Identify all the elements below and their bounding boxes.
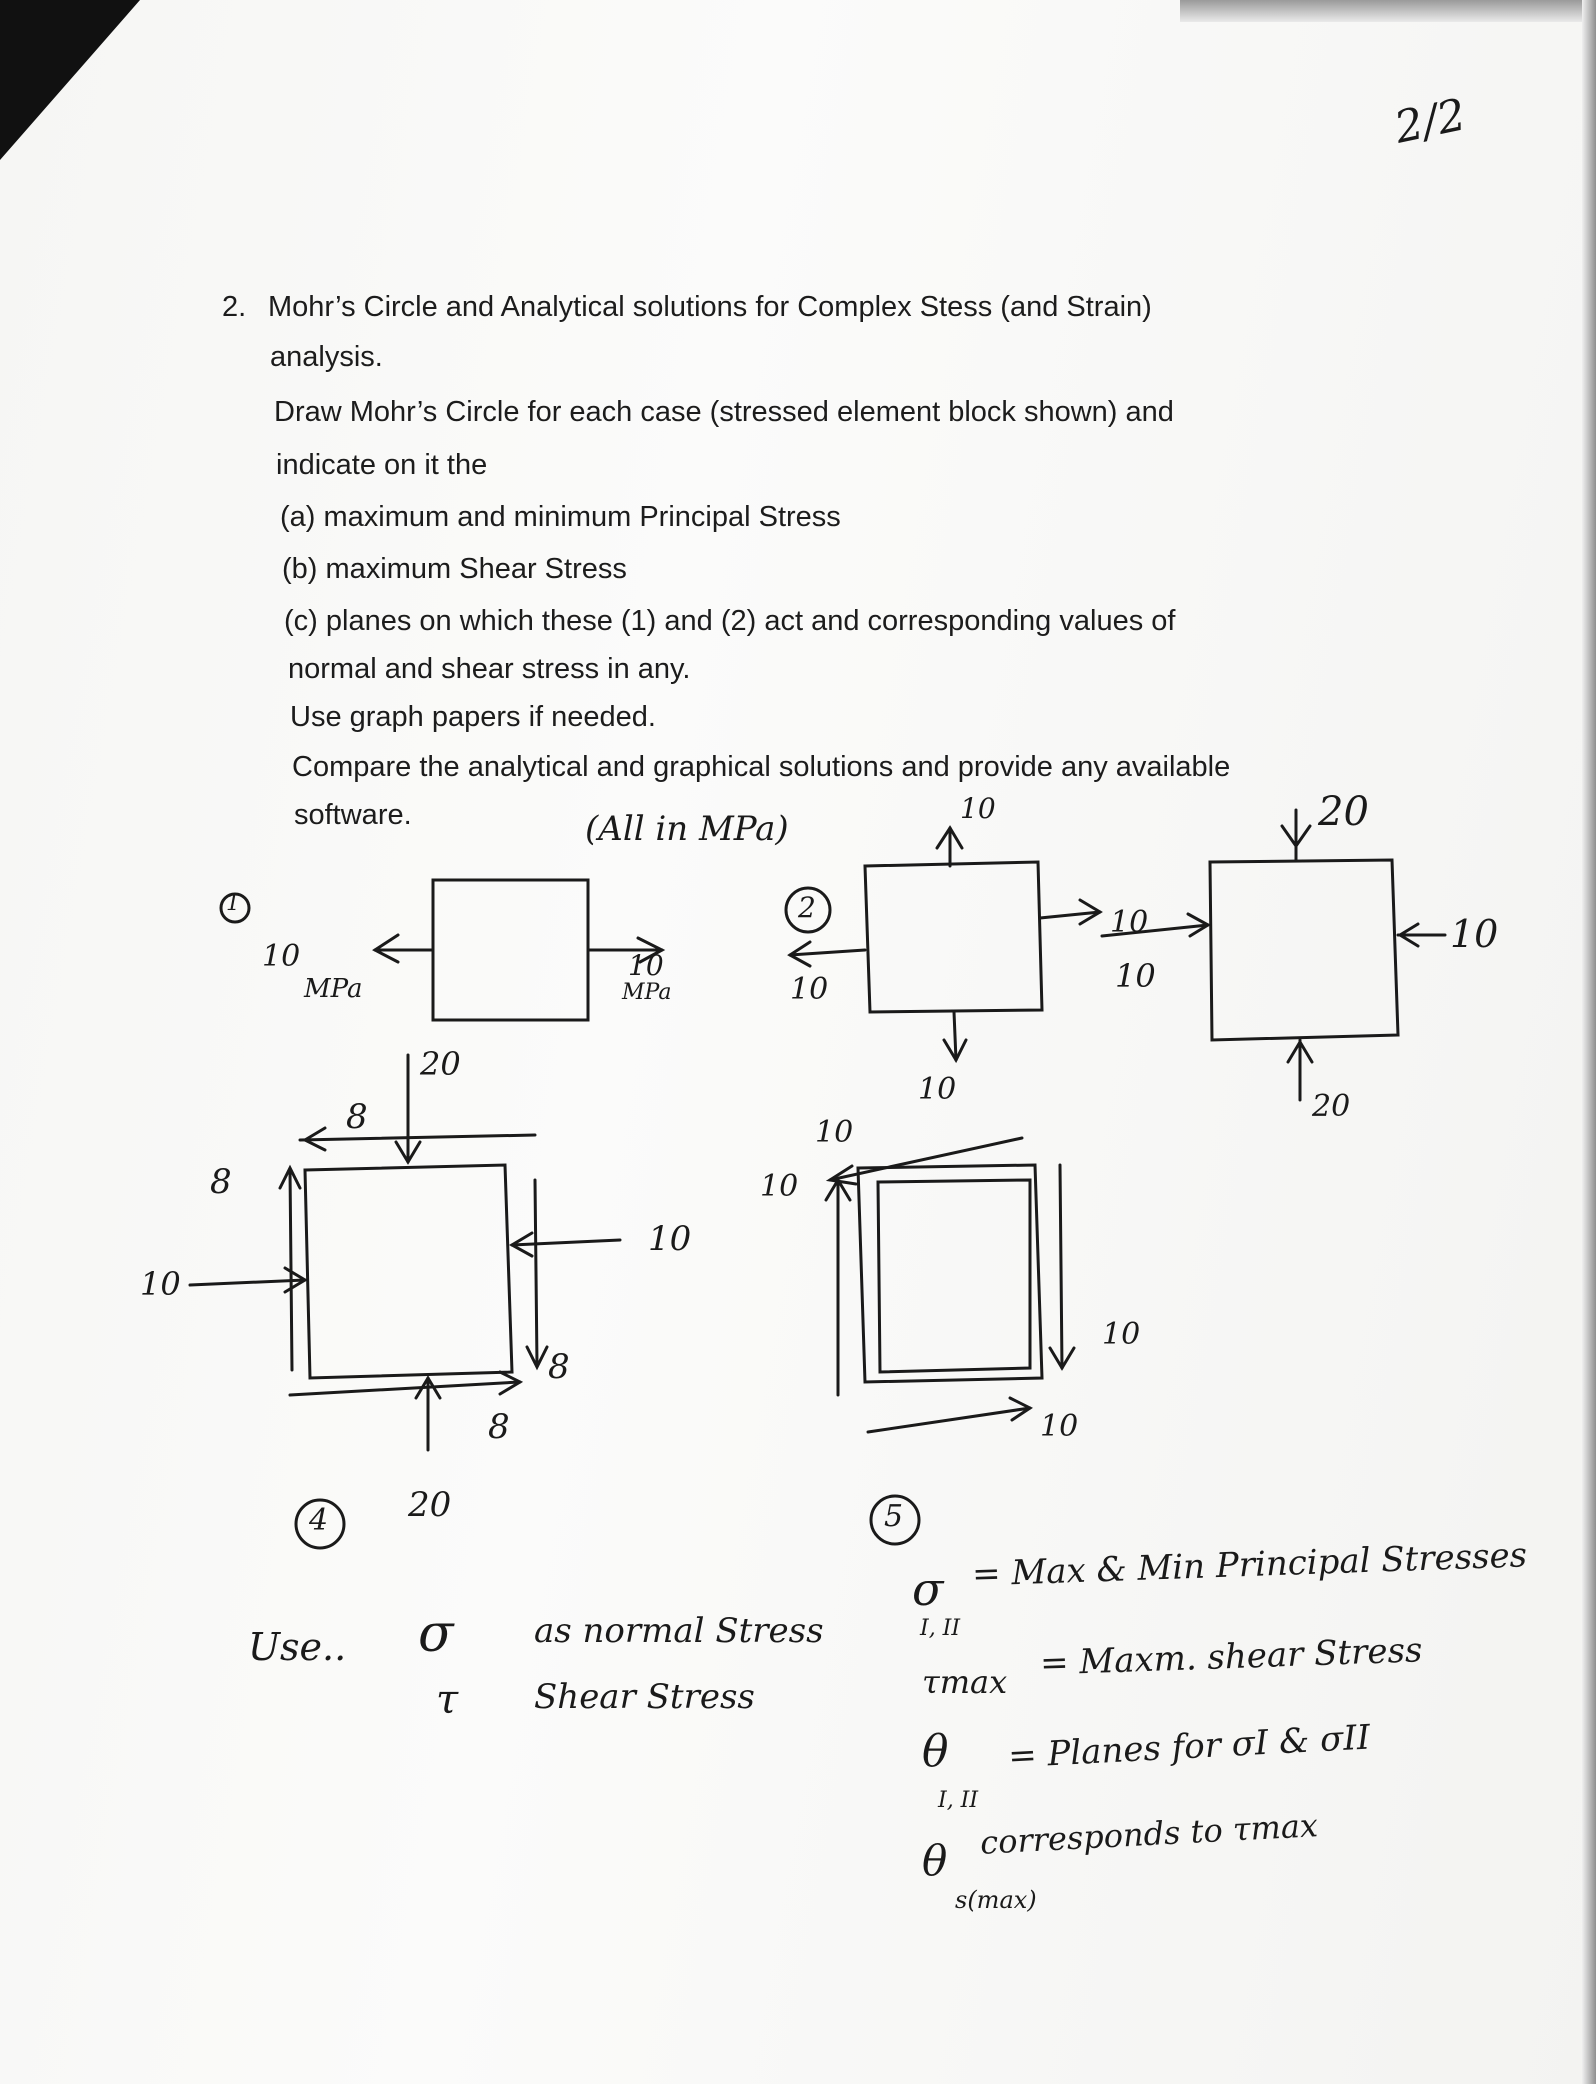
- theta-subscript: I, II: [938, 1788, 979, 1813]
- theta-s-description: corresponds to τmax: [979, 1806, 1319, 1862]
- tau-description: Shear Stress: [534, 1677, 755, 1717]
- case4-top-shear-value: 8: [346, 1097, 368, 1137]
- case5-marker: 5: [884, 1499, 904, 1534]
- units-note: (All in MPa): [585, 809, 789, 849]
- case3-element: [1210, 860, 1398, 1040]
- case5-inner-outline: [878, 1180, 1030, 1372]
- question-line-2: analysis.: [270, 341, 383, 373]
- case5-top-shear-value: 10: [815, 1115, 854, 1150]
- question-line-4: indicate on it the: [276, 449, 488, 481]
- case4-left-shear-value: 8: [210, 1162, 232, 1202]
- case2-left-arrow-line: [790, 950, 865, 955]
- theta-s-symbol: θ: [922, 1836, 948, 1885]
- tau-max-symbol: τmax: [922, 1663, 1008, 1701]
- case5-element: [858, 1165, 1042, 1382]
- question-line-8: normal and shear stress in any.: [288, 653, 691, 685]
- case5-bottom-shear-value: 10: [1040, 1409, 1079, 1444]
- case2-right-value: 10: [1110, 905, 1149, 940]
- question-item-b: (b) maximum Shear Stress: [282, 553, 627, 585]
- principal-description: = Max & Min Principal Stresses: [971, 1535, 1528, 1595]
- case2-bottom-arrow-line: [954, 1012, 956, 1060]
- tau-symbol: τ: [436, 1677, 459, 1723]
- case3-top-value: 20: [1318, 789, 1369, 835]
- case4-bottom-value: 20: [408, 1485, 452, 1525]
- question-line-3: Draw Mohr’s Circle for each case (stressed element block shown) and: [274, 396, 1174, 428]
- case4-bottom-shear-value: 8: [488, 1407, 510, 1447]
- question-item-c: (c) planes on which these (1) and (2) act and corresponding values of: [284, 605, 1176, 637]
- case2-top-value: 10: [960, 792, 996, 825]
- question-line-9: Use graph papers if needed.: [290, 701, 656, 733]
- case3-left-value: 10: [1115, 957, 1156, 995]
- question-item-a: (a) maximum and minimum Principal Stress: [280, 501, 841, 533]
- case4-marker: 4: [309, 1503, 329, 1538]
- case4-right-value: 10: [648, 1219, 692, 1259]
- theta-description: = Planes for σI & σII: [1007, 1717, 1372, 1777]
- case1-right-value: 10: [628, 949, 664, 982]
- principal-symbol: σ: [912, 1562, 944, 1616]
- case5-right-shear-line: [1060, 1165, 1062, 1368]
- case3-bottom-value: 20: [1312, 1089, 1351, 1124]
- case2-bottom-value: 10: [918, 1072, 957, 1107]
- sigma-symbol: σ: [418, 1604, 454, 1664]
- principal-subscript: I, II: [920, 1616, 961, 1641]
- case4-bottom-shear-line: [290, 1382, 520, 1395]
- page-number: 2/2: [1390, 89, 1471, 154]
- case2-marker: 2: [798, 891, 816, 924]
- sigma-description: as normal Stress: [534, 1611, 824, 1651]
- case5-bottom-shear-line: [868, 1408, 1030, 1432]
- case5-left-shear-value: 10: [760, 1169, 799, 1204]
- case3-right-value: 10: [1450, 912, 1499, 956]
- case4-left-arrow-line: [190, 1280, 305, 1285]
- question-line-10: Compare the analytical and graphical solutions and provide any available: [292, 751, 1231, 783]
- theta-symbol: θ: [922, 1726, 949, 1777]
- question-line-1: Mohr’s Circle and Analytical solutions for Complex Stess (and Strain): [268, 291, 1152, 323]
- theta-s-subscript: s(max): [955, 1886, 1037, 1914]
- question-number: 2.: [222, 291, 247, 323]
- case4-right-shear-line: [535, 1180, 537, 1365]
- case2-element: [865, 862, 1042, 1012]
- case4-top-shear-line: [300, 1135, 535, 1140]
- tau-max-description: = Maxm. shear Stress: [1039, 1630, 1424, 1684]
- case4-top-value: 20: [420, 1045, 461, 1083]
- case1-element: [433, 880, 588, 1020]
- use-label: Use..: [248, 1625, 347, 1669]
- case1-right-unit: MPa: [622, 980, 672, 1005]
- case2-left-value: 10: [790, 972, 829, 1007]
- case4-right-shear-value: 8: [548, 1347, 570, 1387]
- case1-left-unit: MPa: [304, 974, 363, 1004]
- case1-left-value: 10: [262, 939, 301, 974]
- case4-element: [305, 1165, 512, 1378]
- question-line-11: software.: [294, 799, 412, 831]
- case4-left-value: 10: [140, 1265, 181, 1303]
- case5-top-shear-line: [830, 1138, 1022, 1180]
- case1-marker: 1: [226, 891, 240, 916]
- case4-right-arrow-line: [512, 1240, 620, 1245]
- case5-right-shear-value: 10: [1102, 1317, 1141, 1352]
